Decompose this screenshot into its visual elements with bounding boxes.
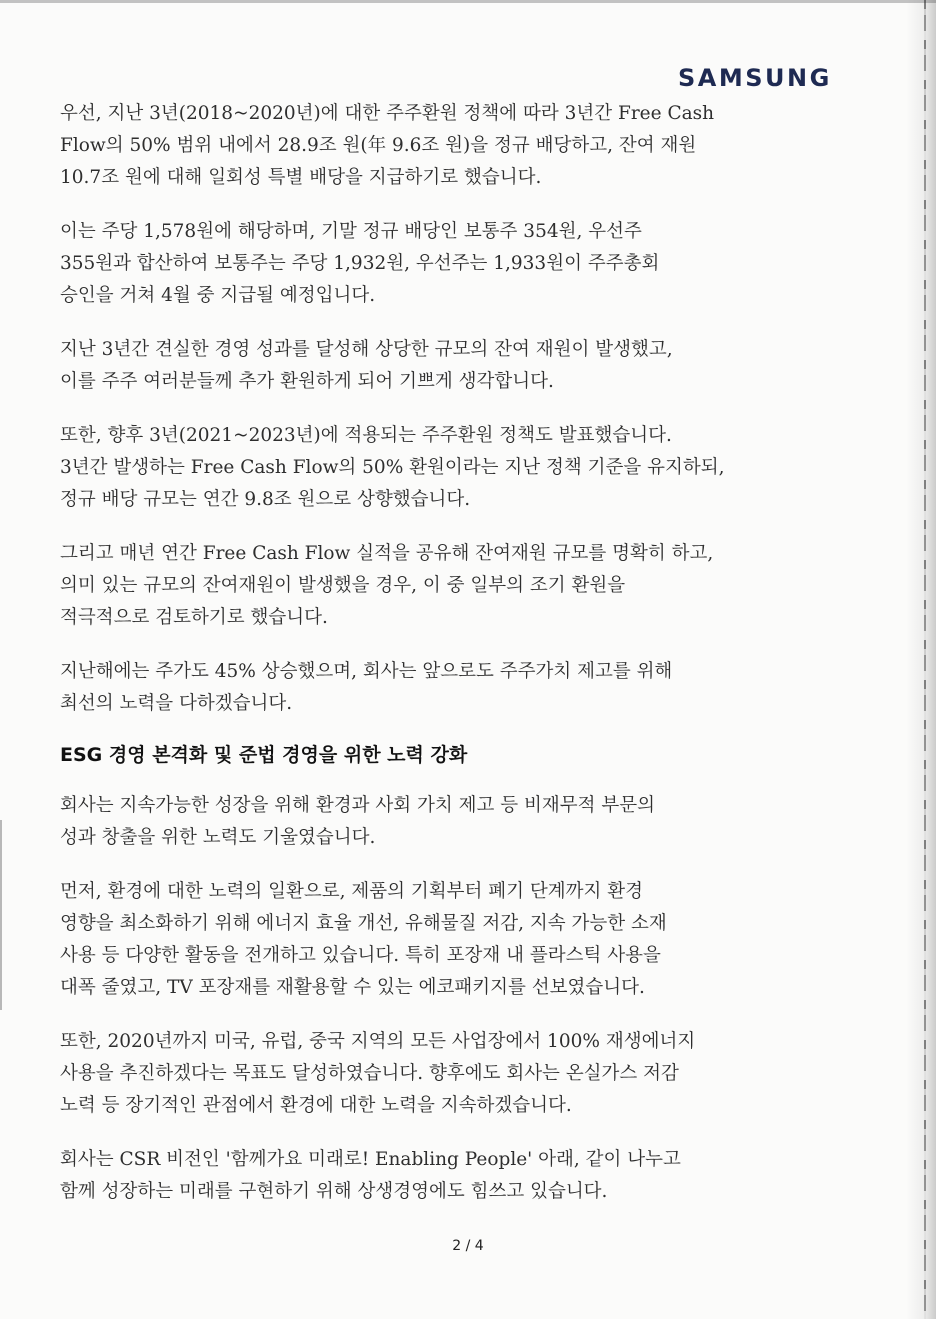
paragraph-line: 그리고 매년 연간 Free Cash Flow 실적을 공유해 잔여재원 규모를 명확히 하고, xyxy=(60,543,714,564)
paragraphs-before xyxy=(60,98,860,720)
paragraph-line: 지난해에는 주가도 45% 상승했으며, 회사는 앞으로도 주주가치 제고를 위해 xyxy=(60,661,673,682)
paragraph xyxy=(60,420,860,516)
scan-artifact-left xyxy=(0,820,2,1010)
paragraph-line: 회사는 CSR 비전인 '함께가요 미래로! Enabling People' 아래, 같이 나누고 xyxy=(60,1149,681,1170)
paragraph-line: 성과 창출을 위한 노력도 기울였습니다. xyxy=(60,827,376,848)
paragraph-line: 10.7조 원에 대해 일회성 특별 배당을 지급하기로 했습니다. xyxy=(60,167,542,188)
paragraph-line: 최선의 노력을 다하겠습니다. xyxy=(60,693,293,714)
paragraph-line: 영향을 최소화하기 위해 에너지 효율 개선, 유해물질 저감, 지속 가능한 소재 xyxy=(60,913,667,934)
paragraph xyxy=(60,1144,860,1208)
paragraph-line: 또한, 향후 3년(2021~2023년)에 적용되는 주주환원 정책도 발표했습니다. xyxy=(60,425,672,446)
paragraph xyxy=(60,216,860,312)
scan-artifact-right xyxy=(906,0,936,1319)
paragraphs-after xyxy=(60,790,860,1208)
paragraph-line: 정규 배당 규모는 연간 9.8조 원으로 상향했습니다. xyxy=(60,489,471,510)
document-body xyxy=(60,98,860,1230)
paragraph xyxy=(60,334,860,398)
scan-artifact-top xyxy=(0,0,936,3)
paragraph xyxy=(60,538,860,634)
paragraph-line: 노력 등 장기적인 관점에서 환경에 대한 노력을 지속하겠습니다. xyxy=(60,1095,572,1116)
paragraph-line: 우선, 지난 3년(2018~2020년)에 대한 주주환원 정책에 따라 3년간 Free Cash xyxy=(60,103,715,124)
paragraph-line: 의미 있는 규모의 잔여재원이 발생했을 경우, 이 중 일부의 조기 환원을 xyxy=(60,575,626,596)
paragraph-line: 355원과 합산하여 보통주는 주당 1,932원, 우선주는 1,933원이 주주총회 xyxy=(60,253,660,274)
paragraph-line: 사용 등 다양한 활동을 전개하고 있습니다. 특히 포장재 내 플라스틱 사용을 xyxy=(60,945,661,966)
paragraph-line: 먼저, 환경에 대한 노력의 일환으로, 제품의 기획부터 폐기 단계까지 환경 xyxy=(60,881,643,902)
paragraph-line: Flow의 50% 범위 내에서 28.9조 원(年 9.6조 원)을 정규 배당하고, 잔여 재원 xyxy=(60,135,697,156)
paragraph-line: 적극적으로 검토하기로 했습니다. xyxy=(60,607,328,628)
paragraph xyxy=(60,1026,860,1122)
paragraph xyxy=(60,98,860,194)
paragraph-line: 사용을 추진하겠다는 목표도 달성하였습니다. 향후에도 회사는 온실가스 저감 xyxy=(60,1063,679,1084)
paragraph xyxy=(60,790,860,854)
paragraph xyxy=(60,876,860,1004)
paragraph-line: 승인을 거쳐 4월 중 지급될 예정입니다. xyxy=(60,285,376,306)
paragraph-line: 회사는 지속가능한 성장을 위해 환경과 사회 가치 제고 등 비재무적 부문의 xyxy=(60,795,655,816)
paragraph-line: 이를 주주 여러분들께 추가 환원하게 되어 기쁘게 생각합니다. xyxy=(60,371,554,392)
page-number: 2 / 4 xyxy=(452,1238,484,1254)
samsung-logo: SAMSUNG xyxy=(678,64,832,92)
paragraph-line: 3년간 발생하는 Free Cash Flow의 50% 환원이라는 지난 정책 기준을 유지하되, xyxy=(60,457,725,478)
paragraph-line: 함께 성장하는 미래를 구현하기 위해 상생경영에도 힘쓰고 있습니다. xyxy=(60,1181,608,1202)
paragraph-line: 이는 주당 1,578원에 해당하며, 기말 정규 배당인 보통주 354원, 우선주 xyxy=(60,221,642,242)
paragraph xyxy=(60,656,860,720)
paragraph-line: 또한, 2020년까지 미국, 유럽, 중국 지역의 모든 사업장에서 100% 재생에너지 xyxy=(60,1031,696,1052)
section-heading: ESG 경영 본격화 및 준법 경영을 위한 노력 강화 xyxy=(60,744,468,766)
paragraph-line: 지난 3년간 견실한 경영 성과를 달성해 상당한 규모의 잔여 재원이 발생했고, xyxy=(60,339,673,360)
paragraph-line: 대폭 줄였고, TV 포장재를 재활용할 수 있는 에코패키지를 선보였습니다. xyxy=(60,977,645,998)
